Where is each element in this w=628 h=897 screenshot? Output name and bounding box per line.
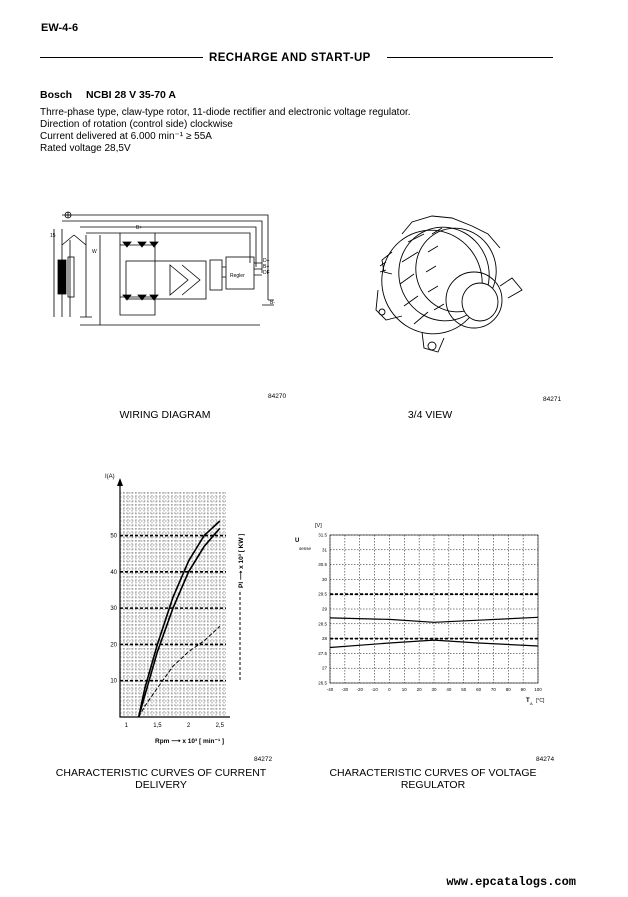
figure-code-84270: 84270 bbox=[268, 393, 287, 400]
voltage-x-tick-label: 30 bbox=[431, 687, 437, 692]
figure-code-84272: 84272 bbox=[254, 756, 273, 763]
voltage-x-tick-label: 80 bbox=[505, 687, 511, 692]
voltage-caption-line2: REGULATOR bbox=[400, 779, 466, 791]
current-series-line-2 bbox=[139, 521, 220, 717]
page-reference: EW-4-6 bbox=[41, 22, 79, 34]
voltage-x-tick-label: -20 bbox=[356, 687, 363, 692]
voltage-x-unit: [°C] bbox=[536, 698, 545, 704]
current-ticks bbox=[110, 534, 224, 729]
section-title: RECHARGE AND START-UP bbox=[209, 52, 371, 64]
voltage-y-label: U bbox=[295, 538, 300, 544]
voltage-x-tick-label: 40 bbox=[446, 687, 452, 692]
voltage-y-tick-label: 27 bbox=[321, 665, 327, 671]
watermark-url: www.epcatalogs.com bbox=[446, 875, 576, 889]
voltage-x-tick-label: 10 bbox=[401, 687, 407, 692]
voltage-x-tick-label: 90 bbox=[520, 687, 526, 692]
svg-text:B+: B+ bbox=[263, 264, 270, 270]
voltage-x-tick-label: 70 bbox=[490, 687, 496, 692]
alternator-illustration bbox=[372, 212, 532, 362]
current-x-label: Rpm ⟶ x 10³ [ min⁻¹ ] bbox=[155, 738, 225, 745]
voltage-y-tick-label: 27.5 bbox=[318, 650, 327, 656]
svg-text:B+: B+ bbox=[136, 225, 143, 231]
voltage-grid bbox=[330, 535, 538, 683]
voltage-x-tick-label: -40 bbox=[326, 687, 334, 692]
svg-text:W: W bbox=[92, 249, 97, 255]
voltage-y-tick-label: 28 bbox=[321, 636, 327, 642]
voltage-x-tick-label: 60 bbox=[476, 687, 482, 692]
spec-line: Direction of rotation (control side) clockwise bbox=[40, 119, 233, 130]
wiring-caption: WIRING DIAGRAM bbox=[119, 409, 211, 421]
current-x-tick-label: 1 bbox=[124, 723, 128, 729]
voltage-y-tick-label: 28.5 bbox=[318, 621, 327, 627]
current-caption bbox=[45, 767, 277, 791]
current-y-tick-label: 30 bbox=[110, 606, 117, 613]
current-y-tick-label: 50 bbox=[110, 533, 117, 540]
current-y-tick-label: 20 bbox=[110, 642, 117, 649]
voltage-x-tick-label: 20 bbox=[416, 687, 422, 692]
voltage-x-tick-label: -30 bbox=[341, 687, 349, 692]
figure-code-84274: 84274 bbox=[536, 756, 555, 763]
spec-list bbox=[40, 107, 411, 155]
current-series bbox=[139, 521, 220, 717]
voltage-y-tick-label: 29.5 bbox=[318, 591, 327, 597]
voltage-y-label-sub: sense bbox=[299, 546, 312, 551]
figure-code-84271: 84271 bbox=[543, 396, 562, 403]
header-rule-right bbox=[387, 57, 553, 58]
model-number: NCBI 28 V 35-70 A bbox=[85, 89, 177, 101]
current-caption-line1: CHARACTERISTIC CURVES OF CURRENT bbox=[55, 767, 267, 779]
current-delivery-chart bbox=[100, 470, 270, 760]
current-x-tick-label: 1,5 bbox=[153, 723, 162, 729]
voltage-y-unit: [V] bbox=[315, 523, 322, 529]
voltage-x-tick-label: -10 bbox=[371, 687, 378, 692]
current-x-tick-label: 2 bbox=[186, 723, 191, 729]
current-y-tick-label: 10 bbox=[110, 678, 117, 685]
regler-label: Regler bbox=[230, 273, 245, 279]
voltage-x-label: T bbox=[526, 698, 530, 704]
spec-line: Rated voltage 28,5V bbox=[40, 143, 131, 154]
voltage-caption-line1: CHARACTERISTIC CURVES OF VOLTAGE bbox=[329, 767, 537, 779]
svg-text:DF: DF bbox=[263, 270, 270, 276]
current-y-label: I(A) bbox=[105, 474, 115, 480]
voltage-x-tick-label: 0 bbox=[388, 687, 391, 692]
voltage-y-tick-label: 30.5 bbox=[318, 562, 327, 568]
voltage-x-label-sub: A bbox=[530, 701, 533, 706]
current-series-line-1 bbox=[139, 528, 220, 717]
current-x-tick-label: 2,5 bbox=[215, 723, 224, 729]
voltage-x-tick-label: 50 bbox=[461, 687, 467, 692]
current-power-label: Pl ⟶ x 10³ [ KW ] bbox=[238, 533, 245, 588]
wiring-diagram bbox=[40, 205, 280, 335]
voltage-y-tick-label: 26.5 bbox=[318, 680, 327, 686]
view-caption: 3/4 VIEW bbox=[407, 409, 453, 421]
spec-line: Thrre-phase type, claw-type rotor, 11-diode rectifier and electronic voltage regulator. bbox=[40, 107, 411, 118]
svg-text:B-: B- bbox=[270, 300, 275, 306]
svg-text:D+: D+ bbox=[263, 258, 270, 264]
voltage-caption bbox=[318, 767, 548, 791]
alternator-model bbox=[40, 89, 176, 101]
voltage-y-tick-label: 31.5 bbox=[318, 532, 327, 538]
current-caption-line2: DELIVERY bbox=[135, 779, 187, 791]
voltage-x-tick-label: 100 bbox=[534, 687, 542, 692]
brand-name: Bosch bbox=[40, 89, 73, 101]
voltage-y-tick-label: 30 bbox=[321, 576, 327, 582]
voltage-y-tick-label: 29 bbox=[321, 606, 327, 612]
header-rule-left bbox=[40, 57, 203, 58]
voltage-y-tick-label: 31 bbox=[321, 547, 327, 553]
current-y-arrow bbox=[117, 478, 123, 486]
current-y-tick-label: 40 bbox=[110, 569, 117, 576]
spec-line: Current delivered at 6.000 min⁻¹ ≥ 55A bbox=[40, 131, 212, 142]
current-grid bbox=[120, 492, 226, 717]
svg-text:15: 15 bbox=[50, 233, 56, 239]
voltage-regulator-chart bbox=[290, 520, 555, 710]
